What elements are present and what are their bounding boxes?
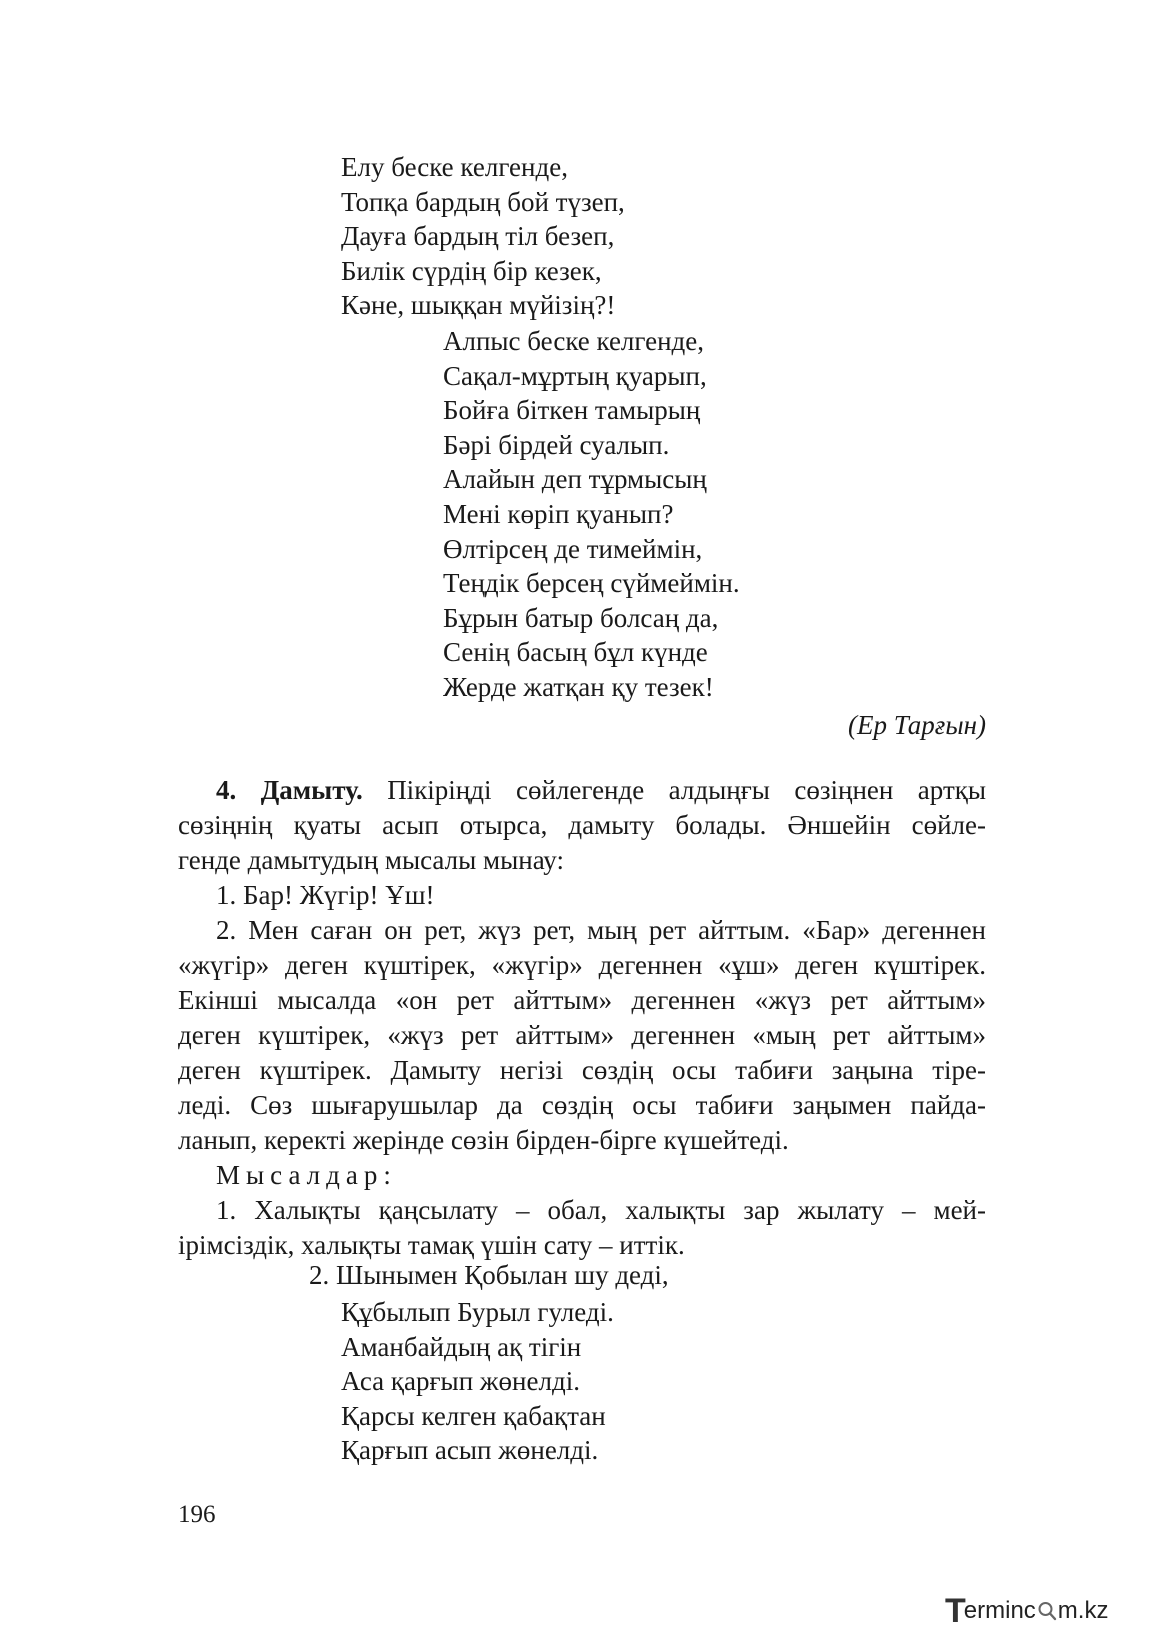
verse-stanza-1 [341, 150, 625, 323]
section-damytu [178, 773, 986, 1263]
verse-line: Бойға біткен тамырың [443, 395, 701, 426]
verse-line: Топқа бардың бой түзеп, [341, 186, 625, 217]
verse-line: Кәне, шыққан мүйізің?! [341, 290, 616, 321]
verse-line: Елу беске келгенде, [341, 152, 568, 182]
verse-line: Мені көріп қуанып? [443, 498, 674, 529]
verse-line: Құбылып Бурыл гуледі. [341, 1297, 614, 1327]
verse-line: Өлтірсең де тимеймін, [443, 533, 703, 564]
para-line: 2. Мен саған он рет, жүз рет, мың рет айттым. «Бар» дегеннен [216, 915, 986, 945]
para-line: «жүгір» деген күштірек, «жүгір» дегеннен «ұш» деген күштірек. [178, 950, 986, 980]
watermark-text-end: m.kz [1057, 1597, 1109, 1624]
page-number: 196 [178, 1501, 216, 1528]
verse-line: Сақал-мұртың қуарып, [443, 360, 707, 391]
example-2-first-line: 2. Шынымен Қобылан шу деді, [309, 1260, 669, 1290]
para-line: леді. Сөз шығарушылар да сөздің осы табиғи заңымен пайда- [178, 1090, 986, 1120]
para-line: генде дамытудың мысалы мынау: [178, 845, 564, 875]
list-item: 1. Бар! Жүгір! Ұш! [216, 880, 435, 910]
verse-line: Бәрі бірдей суалып. [443, 429, 670, 460]
verse-line: Бұрын батыр болсаң да, [443, 602, 719, 633]
verse-line: Аманбайдың ақ тігін [341, 1331, 582, 1362]
example-line: 1. Халықты қаңсылату – обал, халықты зар жылату – мей- [216, 1195, 986, 1225]
verse-attribution: (Ер Тарғын) [848, 710, 986, 740]
magnifier-icon [1037, 1600, 1057, 1622]
verse-line: Сенің басың бұл күнде [443, 637, 708, 668]
para-line: Екінші мысалда «он рет айттым» дегеннен «жүз рет айттым» [178, 985, 986, 1015]
section-first-line [178, 773, 986, 808]
examples-label: Мысалдар: [216, 1160, 397, 1190]
para-line: сөзіңнің қуаты асып отырса, дамыту болады. Әншейін сөйле- [178, 810, 986, 840]
verse-stanza-2 [443, 324, 740, 705]
para-text: Пікіріңді сөйлегенде алдыңғы сөзіңнен артқы [387, 775, 986, 805]
verse-line: Алайын деп тұрмысың [443, 464, 707, 495]
para-line: деген күштірек. Дамыту негізі сөздің осы табиғи заңына тіре- [178, 1055, 986, 1085]
site-watermark [945, 1591, 1109, 1630]
para-line: ланып, керекті жерінде сөзін бірден-бірге күшейтеді. [178, 1125, 789, 1155]
watermark-initial: T [945, 1591, 966, 1630]
verse-stanza-3 [341, 1295, 614, 1468]
verse-line: Алпыс беске келгенде, [443, 326, 705, 356]
section-heading: 4. Дамыту. [216, 775, 363, 805]
watermark-text-start: erminc [963, 1597, 1036, 1624]
para-line: деген күштірек, «жүз рет айттым» дегеннен «мың рет айттым» [178, 1020, 986, 1050]
verse-line: Аса қарғып жөнелді. [341, 1366, 580, 1397]
verse-line: Қарсы келген қабақтан [341, 1400, 606, 1431]
verse-line: Дауға бардың тіл безеп, [341, 221, 615, 252]
verse-line: Теңдік берсең сүймеймін. [443, 568, 740, 599]
verse-line: Жерде жатқан қу тезек! [443, 671, 714, 702]
verse-line: Қарғып асып жөнелді. [341, 1435, 599, 1466]
example-line: ірімсіздік, халықты тамақ үшін сату – иттік. [178, 1230, 685, 1260]
verse-line: Билік сүрдің бір кезек, [341, 255, 602, 286]
